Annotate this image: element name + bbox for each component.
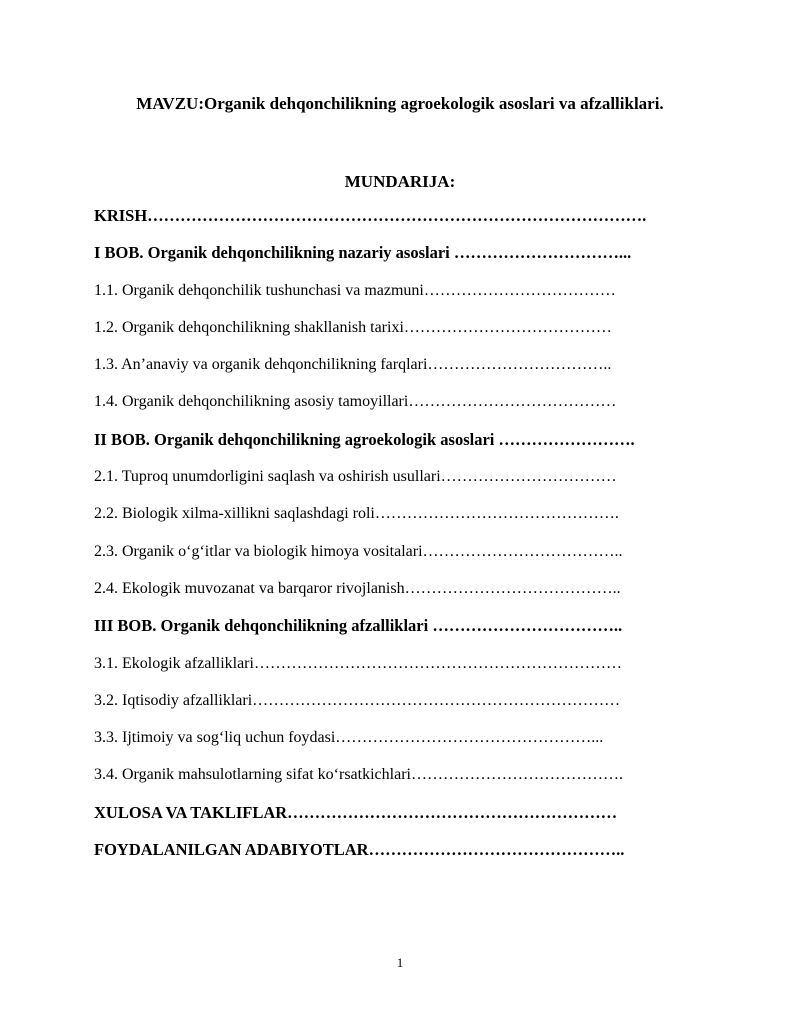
table-of-contents — [94, 205, 714, 876]
toc-entry: 3.4. Organik mahsulotlarning sifat ko‘rsatkichlari…………………………………. — [94, 766, 623, 784]
toc-heading: MUNDARIJA: — [344, 172, 456, 191]
toc-entry: 3.2. Iqtisodiy afzalliklari…………………………………………………………… — [94, 691, 621, 709]
page-number: 1 — [396, 955, 404, 970]
toc-entry: 2.1. Tuproq unumdorligini saqlash va oshirish usullari…………………………… — [94, 468, 617, 486]
toc-entry: 2.4. Ekologik muvozanat va barqaror rivojlanish………………………………….. — [94, 579, 621, 597]
toc-entry: 1.1. Organik dehqonchilik tushunchasi va mazmuni……………………………… — [94, 281, 616, 299]
toc-entry: II BOB. Organik dehqonchilikning agroekologik asoslari ……………………. — [94, 429, 635, 449]
toc-entry: 3.1. Ekologik afzalliklari…………………………………………………………… — [94, 654, 622, 672]
toc-entry: III BOB. Organik dehqonchilikning afzalliklari …………………………….. — [94, 616, 623, 636]
toc-entry: 3.3. Ijtimoiy va sog‘liq uchun foydasi…………………………………………... — [94, 729, 604, 747]
toc-entry: 1.2. Organik dehqonchilikning shakllanish tarixi………………………………… — [94, 318, 612, 336]
toc-entry: XULOSA VA TAKLIFLAR…………………………………………………… — [94, 802, 618, 822]
toc-entry: KRISH………………………………………………………………………………. — [94, 206, 647, 225]
toc-entry: 2.2. Biologik xilma-xillikni saqlashdagi roli………………………………………. — [94, 505, 619, 523]
toc-entry: I BOB. Organik dehqonchilikning nazariy asoslari …………………………... — [94, 243, 632, 263]
toc-entry: 1.3. An’anaviy va organik dehqonchilikning farqlari…………………………….. — [94, 356, 612, 374]
toc-entry: 1.4. Organik dehqonchilikning asosiy tamoyillari………………………………… — [94, 393, 617, 411]
topic-title: MAVZU:Organik dehqonchilikning agroekologik asoslari va afzalliklari. — [136, 94, 664, 113]
toc-entry: 2.3. Organik o‘g‘itlar va biologik himoya vositalari……………………………….. — [94, 542, 623, 560]
toc-entry: FOYDALANILGAN ADABIYOTLAR……………………………………….. — [94, 840, 625, 860]
